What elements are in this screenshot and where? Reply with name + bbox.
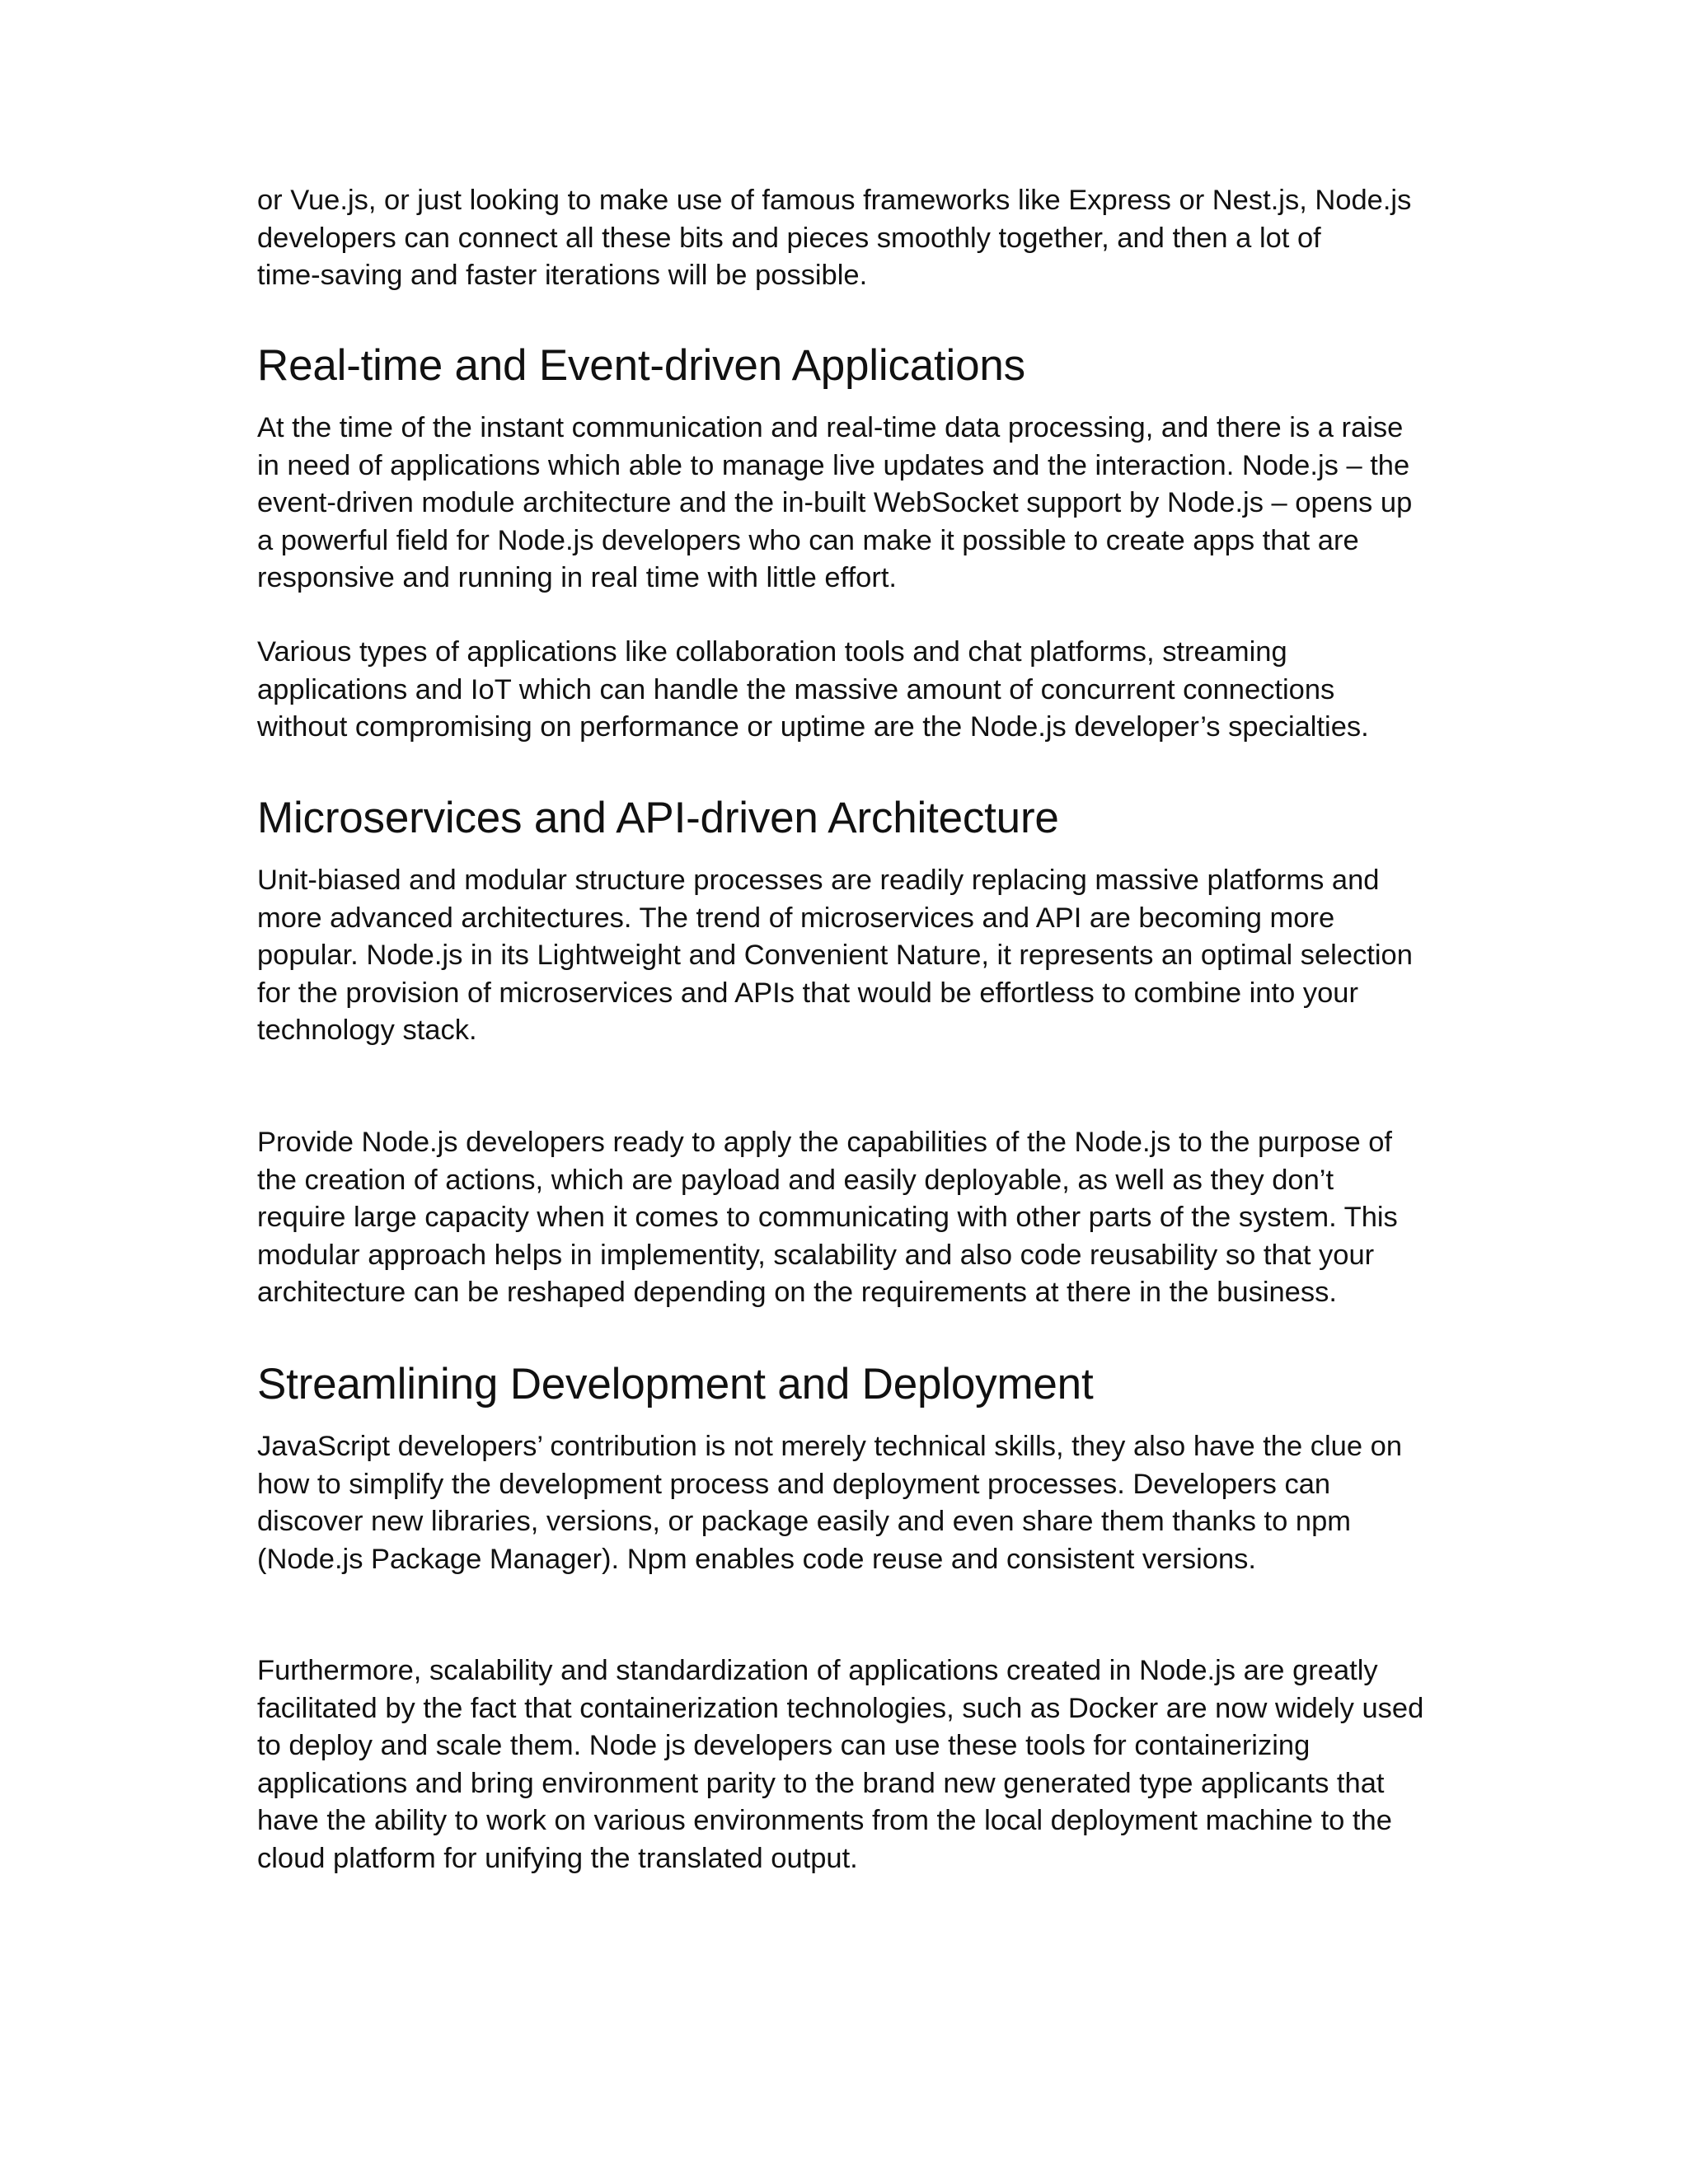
microservices-paragraph-2: Provide Node.js developers ready to apply the capabilities of the Node.js to the purpose of the creation of actions, which are payload and easily deployable, as well as they don’t require large capacity when it comes to communicating with other parts of the system. This modular approach helps in implementity, scalability and also code reusability so that your architecture can be reshaped depending on the requirements at there in the business. bbox=[257, 1127, 1398, 1309]
intro-paragraph: or Vue.js, or just looking to make use of famous frameworks like Express or Nest.js, Node.js developers can connect all these bits and pieces smoothly together, and then a lot of time-saving and faster iterations will be possible. bbox=[257, 185, 1412, 292]
section-heading-streamlining: Streamlining Development and Deployment bbox=[257, 1360, 1094, 1408]
realtime-paragraph-2: Various types of applications like collaboration tools and chat platforms, streaming applications and IoT which can handle the massive amount of concurrent connections without compromising on performance or uptime are the Node.js developer’s specialties. bbox=[257, 636, 1369, 743]
realtime-paragraph-1: At the time of the instant communication and real-time data processing, and there is a raise in need of applications which able to manage live updates and the interaction. Node.js – the event-driven module architecture and the in-built WebSocket support by Node.js – opens up a powerful field for Node.js developers who can make it possible to create apps that are responsive and running in real time with little effort. bbox=[257, 412, 1413, 594]
section-heading-microservices: Microservices and API-driven Architecture bbox=[257, 794, 1059, 842]
streamlining-paragraph-1: JavaScript developers’ contribution is not merely technical skills, they also have the clue on how to simplify the development process and deployment processes. Developers can discover new libraries, versions, or package easily and even share them thanks to npm (Node.js Package Manager). Npm enables code reuse and consistent versions. bbox=[257, 1431, 1403, 1575]
section-heading-realtime: Real-time and Event-driven Applications bbox=[257, 341, 1025, 390]
microservices-paragraph-1: Unit-biased and modular structure processes are readily replacing massive platforms and more advanced architectures. The trend of microservices and API are becoming more popular. Node.js in its Lightweight and Convenient Nature, it represents an optimal selection for the provision of microservices and APIs that would be effortless to combine into your technology stack. bbox=[257, 865, 1413, 1047]
streamlining-paragraph-2: Furthermore, scalability and standardization of applications created in Node.js are greatly facilitated by the fact that containerization technologies, such as Docker are now widely used to deploy and scale them. Node js developers can use these tools for containerizing applications and bring environment parity to the brand new generated type applicants that have the ability to work on various environments from the local deployment machine to the cloud platform for unifying the translated output. bbox=[257, 1655, 1424, 1874]
